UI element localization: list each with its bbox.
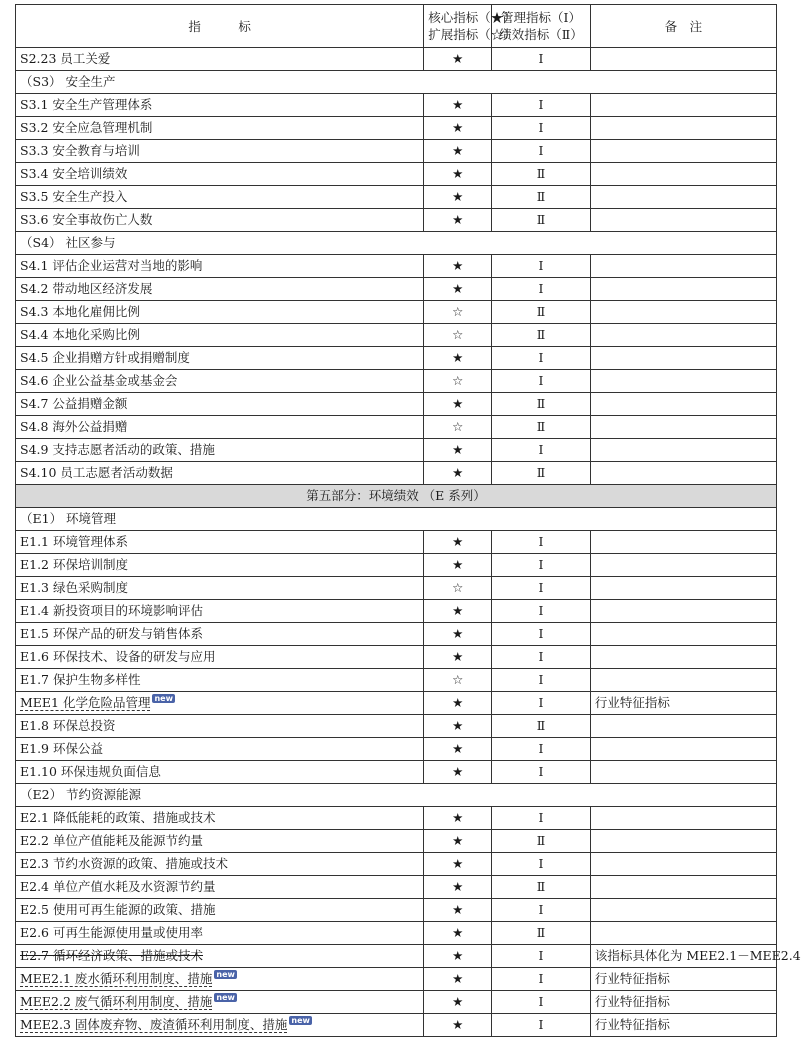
table-row bbox=[16, 830, 777, 853]
indicator-name: E1.5 环保产品的研发与销售体系 bbox=[20, 626, 203, 641]
note-cell bbox=[590, 876, 776, 899]
note-cell bbox=[590, 370, 776, 393]
table-row bbox=[16, 692, 777, 715]
indicator-name-cell bbox=[16, 738, 424, 761]
mgmt-indicator-mark: Ⅰ bbox=[492, 140, 591, 163]
indicator-name-cell bbox=[16, 554, 424, 577]
table-row bbox=[16, 416, 777, 439]
indicator-name: E1.9 环保公益 bbox=[20, 741, 103, 756]
mgmt-indicator-mark: Ⅰ bbox=[492, 945, 591, 968]
table-row bbox=[16, 761, 777, 784]
section-heading: （S4） 社区参与 bbox=[16, 232, 777, 255]
indicator-name-cell bbox=[16, 623, 424, 646]
table-row bbox=[16, 646, 777, 669]
mgmt-indicator-mark: Ⅱ bbox=[492, 416, 591, 439]
indicator-name-cell bbox=[16, 531, 424, 554]
part-heading: 第五部分：环境绩效 （E 系列） bbox=[16, 485, 777, 508]
note-cell bbox=[590, 94, 776, 117]
indicator-name-cell bbox=[16, 278, 424, 301]
core-indicator-mark: ★ bbox=[424, 94, 492, 117]
table-row bbox=[16, 140, 777, 163]
indicator-name-cell bbox=[16, 853, 424, 876]
indicator-name: S4.1 评估企业运营对当地的影响 bbox=[20, 258, 203, 273]
core-indicator-mark: ★ bbox=[424, 692, 492, 715]
header-perf-line: 绩效指标（Ⅱ） bbox=[499, 27, 583, 42]
note-cell bbox=[590, 117, 776, 140]
indicator-name-cell bbox=[16, 186, 424, 209]
indicator-name-cell bbox=[16, 117, 424, 140]
mgmt-indicator-mark: Ⅱ bbox=[492, 715, 591, 738]
indicator-name-cell bbox=[16, 324, 424, 347]
note-cell: 该指标具体化为 MEE2.1－MEE2.4 bbox=[590, 945, 776, 968]
table-row bbox=[16, 301, 777, 324]
indicator-name-cell bbox=[16, 945, 424, 968]
table-row bbox=[16, 669, 777, 692]
mgmt-indicator-mark: Ⅰ bbox=[492, 439, 591, 462]
core-indicator-mark: ★ bbox=[424, 48, 492, 71]
core-indicator-mark: ★ bbox=[424, 439, 492, 462]
indicator-name: E1.6 环保技术、设备的研发与应用 bbox=[20, 649, 216, 664]
indicator-name: S3.1 安全生产管理体系 bbox=[20, 97, 153, 112]
indicator-name-cell bbox=[16, 830, 424, 853]
table-row bbox=[16, 968, 777, 991]
core-indicator-mark: ★ bbox=[424, 646, 492, 669]
core-indicator-mark: ★ bbox=[424, 163, 492, 186]
mgmt-indicator-mark: Ⅰ bbox=[492, 968, 591, 991]
indicator-name: E2.2 单位产值能耗及能源节约量 bbox=[20, 833, 203, 848]
indicator-name: S4.6 企业公益基金或基金会 bbox=[20, 373, 178, 388]
mgmt-indicator-mark: Ⅱ bbox=[492, 163, 591, 186]
mgmt-indicator-mark: Ⅱ bbox=[492, 922, 591, 945]
note-cell bbox=[590, 324, 776, 347]
table-row bbox=[16, 876, 777, 899]
mgmt-indicator-mark: Ⅰ bbox=[492, 600, 591, 623]
section-heading-row bbox=[16, 784, 777, 807]
mgmt-indicator-mark: Ⅰ bbox=[492, 991, 591, 1014]
mgmt-indicator-mark: Ⅰ bbox=[492, 669, 591, 692]
indicator-name: S4.4 本地化采购比例 bbox=[20, 327, 140, 342]
indicator-name-cell bbox=[16, 370, 424, 393]
section-heading-row bbox=[16, 232, 777, 255]
indicator-name-cell bbox=[16, 968, 424, 991]
mgmt-indicator-mark: Ⅰ bbox=[492, 853, 591, 876]
mgmt-indicator-mark: Ⅰ bbox=[492, 1014, 591, 1037]
core-indicator-mark: ☆ bbox=[424, 577, 492, 600]
header-core-extended bbox=[424, 5, 516, 48]
table-row bbox=[16, 255, 777, 278]
indicator-name: E1.7 保护生物多样性 bbox=[20, 672, 141, 687]
section-heading-row bbox=[16, 508, 777, 531]
core-indicator-mark: ☆ bbox=[424, 416, 492, 439]
note-cell bbox=[590, 48, 776, 71]
indicator-name-cell bbox=[16, 255, 424, 278]
core-indicator-mark: ★ bbox=[424, 715, 492, 738]
table-row bbox=[16, 278, 777, 301]
new-badge-icon: new bbox=[216, 993, 235, 1002]
note-cell bbox=[590, 807, 776, 830]
note-cell bbox=[590, 853, 776, 876]
table-row bbox=[16, 577, 777, 600]
part-heading-row bbox=[16, 485, 777, 508]
note-cell: 行业特征指标 bbox=[590, 692, 776, 715]
indicator-name: E1.3 绿色采购制度 bbox=[20, 580, 128, 595]
mgmt-indicator-mark: Ⅰ bbox=[492, 255, 591, 278]
table-row bbox=[16, 899, 777, 922]
mgmt-indicator-mark: Ⅰ bbox=[492, 577, 591, 600]
mgmt-indicator-mark: Ⅰ bbox=[492, 738, 591, 761]
note-cell: 行业特征指标 bbox=[590, 968, 776, 991]
indicator-name-cell bbox=[16, 991, 424, 1014]
core-indicator-mark: ☆ bbox=[424, 301, 492, 324]
core-indicator-mark: ★ bbox=[424, 140, 492, 163]
mgmt-indicator-mark: Ⅱ bbox=[492, 876, 591, 899]
indicator-name-cell bbox=[16, 1014, 424, 1037]
mgmt-indicator-mark: Ⅱ bbox=[492, 301, 591, 324]
mgmt-indicator-mark: Ⅱ bbox=[492, 830, 591, 853]
core-indicator-mark: ★ bbox=[424, 278, 492, 301]
note-cell bbox=[590, 255, 776, 278]
indicator-name: E1.10 环保违规负面信息 bbox=[20, 764, 161, 779]
indicator-name-cell bbox=[16, 209, 424, 232]
table-row bbox=[16, 186, 777, 209]
indicator-name-cell bbox=[16, 94, 424, 117]
header-notes: 备 注 bbox=[590, 5, 776, 48]
indicator-name-cell bbox=[16, 140, 424, 163]
indicator-name: S4.2 带动地区经济发展 bbox=[20, 281, 153, 296]
core-indicator-mark: ☆ bbox=[424, 324, 492, 347]
note-cell bbox=[590, 209, 776, 232]
core-indicator-mark: ★ bbox=[424, 393, 492, 416]
indicator-name: E1.4 新投资项目的环境影响评估 bbox=[20, 603, 203, 618]
table-row bbox=[16, 462, 777, 485]
note-cell bbox=[590, 669, 776, 692]
core-indicator-mark: ★ bbox=[424, 945, 492, 968]
table-row bbox=[16, 324, 777, 347]
note-cell bbox=[590, 646, 776, 669]
indicator-name: E1.1 环境管理体系 bbox=[20, 534, 128, 549]
indicator-name: S3.4 安全培训绩效 bbox=[20, 166, 128, 181]
indicator-name: E2.7 循环经济政策、措施或技术 bbox=[20, 948, 203, 963]
note-cell bbox=[590, 623, 776, 646]
note-cell bbox=[590, 554, 776, 577]
mgmt-indicator-mark: Ⅰ bbox=[492, 278, 591, 301]
mgmt-indicator-mark: Ⅱ bbox=[492, 462, 591, 485]
table-row bbox=[16, 163, 777, 186]
mgmt-indicator-mark: Ⅰ bbox=[492, 94, 591, 117]
indicator-name: E1.2 环保培训制度 bbox=[20, 557, 128, 572]
table-row bbox=[16, 1014, 777, 1037]
indicator-table bbox=[15, 4, 801, 1037]
indicator-name: S4.9 支持志愿者活动的政策、措施 bbox=[20, 442, 215, 457]
new-badge-icon: new bbox=[154, 694, 173, 703]
core-indicator-mark: ★ bbox=[424, 968, 492, 991]
core-indicator-mark: ☆ bbox=[424, 669, 492, 692]
note-cell bbox=[590, 922, 776, 945]
header-core-line: 核心指标（★） bbox=[428, 10, 516, 25]
note-cell bbox=[590, 577, 776, 600]
mgmt-indicator-mark: Ⅰ bbox=[492, 531, 591, 554]
table-row bbox=[16, 347, 777, 370]
note-cell bbox=[590, 761, 776, 784]
core-indicator-mark: ★ bbox=[424, 255, 492, 278]
table-row bbox=[16, 945, 777, 968]
mgmt-indicator-mark: Ⅰ bbox=[492, 117, 591, 140]
table-row bbox=[16, 439, 777, 462]
note-cell bbox=[590, 186, 776, 209]
core-indicator-mark: ★ bbox=[424, 922, 492, 945]
note-cell: 行业特征指标 bbox=[590, 1014, 776, 1037]
indicator-name: MEE2.1 废水循环利用制度、措施 bbox=[20, 971, 213, 986]
core-indicator-mark: ★ bbox=[424, 623, 492, 646]
indicator-name: S4.7 公益捐赠金额 bbox=[20, 396, 128, 411]
indicator-name-cell bbox=[16, 692, 424, 715]
table-row bbox=[16, 715, 777, 738]
indicator-name: MEE2.3 固体废弃物、废渣循环利用制度、措施 bbox=[20, 1017, 288, 1032]
header-mgmt-line: 管理指标（Ⅰ） bbox=[501, 10, 581, 25]
core-indicator-mark: ★ bbox=[424, 738, 492, 761]
table-row bbox=[16, 554, 777, 577]
indicator-name: E2.5 使用可再生能源的政策、措施 bbox=[20, 902, 216, 917]
indicator-name: S3.3 安全教育与培训 bbox=[20, 143, 140, 158]
table-row bbox=[16, 117, 777, 140]
header-mgmt-perf bbox=[492, 5, 591, 48]
core-indicator-mark: ☆ bbox=[424, 370, 492, 393]
note-cell bbox=[590, 899, 776, 922]
section-heading: （E2） 节约资源能源 bbox=[16, 784, 777, 807]
indicator-name-cell bbox=[16, 577, 424, 600]
mgmt-indicator-mark: Ⅰ bbox=[492, 554, 591, 577]
table-row bbox=[16, 922, 777, 945]
note-cell: 行业特征指标 bbox=[590, 991, 776, 1014]
mgmt-indicator-mark: Ⅰ bbox=[492, 48, 591, 71]
core-indicator-mark: ★ bbox=[424, 462, 492, 485]
indicator-name-cell bbox=[16, 48, 424, 71]
mgmt-indicator-mark: Ⅱ bbox=[492, 209, 591, 232]
table-header-row bbox=[16, 5, 777, 48]
note-cell bbox=[590, 439, 776, 462]
mgmt-indicator-mark: Ⅱ bbox=[492, 324, 591, 347]
table-row bbox=[16, 393, 777, 416]
core-indicator-mark: ★ bbox=[424, 853, 492, 876]
indicator-name: MEE2.2 废气循环利用制度、措施 bbox=[20, 994, 213, 1009]
indicator-name: S2.23 员工关爱 bbox=[20, 51, 111, 66]
core-indicator-mark: ★ bbox=[424, 186, 492, 209]
table-row bbox=[16, 738, 777, 761]
core-indicator-mark: ★ bbox=[424, 554, 492, 577]
core-indicator-mark: ★ bbox=[424, 531, 492, 554]
indicator-name-cell bbox=[16, 393, 424, 416]
indicator-name: S3.5 安全生产投入 bbox=[20, 189, 128, 204]
indicator-name-cell bbox=[16, 163, 424, 186]
core-indicator-mark: ★ bbox=[424, 117, 492, 140]
indicator-name: E1.8 环保总投资 bbox=[20, 718, 116, 733]
core-indicator-mark: ★ bbox=[424, 209, 492, 232]
note-cell bbox=[590, 416, 776, 439]
indicator-name-cell bbox=[16, 416, 424, 439]
header-extended-line: 扩展指标（☆） bbox=[428, 27, 516, 42]
table-row bbox=[16, 48, 777, 71]
note-cell bbox=[590, 462, 776, 485]
mgmt-indicator-mark: Ⅰ bbox=[492, 899, 591, 922]
note-cell bbox=[590, 140, 776, 163]
core-indicator-mark: ★ bbox=[424, 830, 492, 853]
indicator-name: MEE1 化学危险品管理 bbox=[20, 695, 151, 710]
note-cell bbox=[590, 715, 776, 738]
indicator-name: E2.4 单位产值水耗及水资源节约量 bbox=[20, 879, 216, 894]
core-indicator-mark: ★ bbox=[424, 761, 492, 784]
indicator-name-cell bbox=[16, 761, 424, 784]
header-indicator: 指 标 bbox=[16, 5, 424, 48]
note-cell bbox=[590, 301, 776, 324]
indicator-name: S4.8 海外公益捐赠 bbox=[20, 419, 128, 434]
core-indicator-mark: ★ bbox=[424, 991, 492, 1014]
mgmt-indicator-mark: Ⅰ bbox=[492, 347, 591, 370]
note-cell bbox=[590, 738, 776, 761]
mgmt-indicator-mark: Ⅰ bbox=[492, 370, 591, 393]
indicator-name-cell bbox=[16, 669, 424, 692]
indicator-name: E2.6 可再生能源使用量或使用率 bbox=[20, 925, 203, 940]
note-cell bbox=[590, 278, 776, 301]
mgmt-indicator-mark: Ⅰ bbox=[492, 761, 591, 784]
section-heading-row bbox=[16, 71, 777, 94]
indicator-name: S4.3 本地化雇佣比例 bbox=[20, 304, 140, 319]
mgmt-indicator-mark: Ⅱ bbox=[492, 186, 591, 209]
indicator-name-cell bbox=[16, 600, 424, 623]
mgmt-indicator-mark: Ⅰ bbox=[492, 807, 591, 830]
indicator-name-cell bbox=[16, 922, 424, 945]
indicator-name-cell bbox=[16, 646, 424, 669]
core-indicator-mark: ★ bbox=[424, 347, 492, 370]
note-cell bbox=[590, 163, 776, 186]
table-row bbox=[16, 807, 777, 830]
core-indicator-mark: ★ bbox=[424, 807, 492, 830]
indicator-name-cell bbox=[16, 876, 424, 899]
table-row bbox=[16, 209, 777, 232]
section-heading: （S3） 安全生产 bbox=[16, 71, 777, 94]
table-row bbox=[16, 531, 777, 554]
table-body bbox=[16, 48, 801, 1037]
note-cell bbox=[590, 393, 776, 416]
indicator-name-cell bbox=[16, 347, 424, 370]
core-indicator-mark: ★ bbox=[424, 1014, 492, 1037]
mgmt-indicator-mark: Ⅱ bbox=[492, 393, 591, 416]
note-cell bbox=[590, 600, 776, 623]
core-indicator-mark: ★ bbox=[424, 600, 492, 623]
indicator-name: S3.2 安全应急管理机制 bbox=[20, 120, 153, 135]
table-row bbox=[16, 623, 777, 646]
note-cell bbox=[590, 347, 776, 370]
new-badge-icon: new bbox=[291, 1016, 310, 1025]
mgmt-indicator-mark: Ⅰ bbox=[492, 623, 591, 646]
indicator-name: S4.10 员工志愿者活动数据 bbox=[20, 465, 173, 480]
mgmt-indicator-mark: Ⅰ bbox=[492, 692, 591, 715]
table-row bbox=[16, 94, 777, 117]
indicator-name: S4.5 企业捐赠方针或捐赠制度 bbox=[20, 350, 190, 365]
core-indicator-mark: ★ bbox=[424, 899, 492, 922]
indicator-name: E2.1 降低能耗的政策、措施或技术 bbox=[20, 810, 216, 825]
table-row bbox=[16, 853, 777, 876]
indicator-name: E2.3 节约水资源的政策、措施或技术 bbox=[20, 856, 228, 871]
note-cell bbox=[590, 531, 776, 554]
indicator-name-cell bbox=[16, 899, 424, 922]
indicator-name-cell bbox=[16, 715, 424, 738]
section-heading: （E1） 环境管理 bbox=[16, 508, 777, 531]
core-indicator-mark: ★ bbox=[424, 876, 492, 899]
table-row bbox=[16, 991, 777, 1014]
indicator-name-cell bbox=[16, 439, 424, 462]
table-row bbox=[16, 370, 777, 393]
indicator-name-cell bbox=[16, 807, 424, 830]
note-cell bbox=[590, 830, 776, 853]
indicator-name-cell bbox=[16, 462, 424, 485]
table-row bbox=[16, 600, 777, 623]
indicator-name-cell bbox=[16, 301, 424, 324]
mgmt-indicator-mark: Ⅰ bbox=[492, 646, 591, 669]
indicator-name: S3.6 安全事故伤亡人数 bbox=[20, 212, 153, 227]
new-badge-icon: new bbox=[216, 970, 235, 979]
